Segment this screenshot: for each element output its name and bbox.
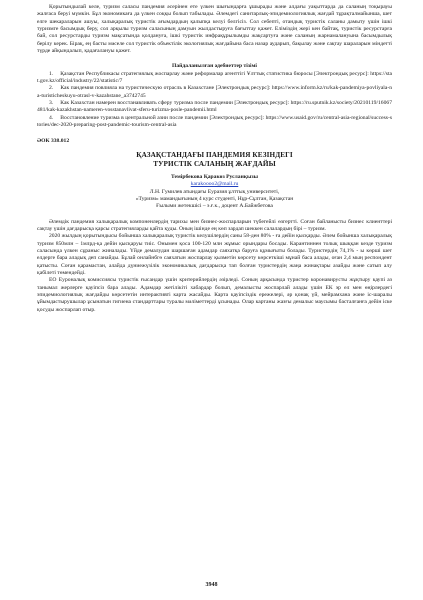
references-heading: Пайдаланылған әдебиеттер тізімі [172,63,257,70]
reference-item: 1. Қазақстан Республикасы стратегиялық жоспарлау және реформалар агенттігі Ұлттық статистика бюросы [Электрондық ресурс]: https://stat.gov.kz/official/industry/22/statistic/7 [37,70,392,85]
body-paragraph: Әлемдік пандемия халықаралық компоненлердің тарихы мен бизнес-жоспарларын түбегейлі өзгертті. Соған байланысты бизнес клиенттері сақтау үшін дағдарысқа қарсы стратегияларды қайта қуды. Оның ішінде ең көп зардап шеккен салалардың бірі – туризм. [37,218,392,232]
reference-item: 4. Восстановление туризма в центральной азии после пандемии [Электрондық ресурс]: https://www.usaid.gov/ru/central-asia-regional/success-stories/dec-2020-preparing-post-pandemic-tourism-central-asia [37,114,392,129]
affiliation-line: «Туризм» мамандығының 4 курс студенті, Нұр-Сұлтан, Қазақстан [135,195,294,202]
body-paragraph: ЕО Еуроналық комиссиясы туристік ғысандар үшін критерийлердің әзірледі. Соның арқасында туристер коронавирусты жұқтыру қаупі аз танымал жерлерге қауіпсіз бара алады. Адамдар жетілікіті хабардар болып, демалысты жоспарлай алады үшін ЕК эр ел мен өңірлердегі эпидемиологиялық жағдайды көрсететін интерактивті карта жасайды. Карта қауіпсіздік ережелері, әр қонақ үй, мейрамханa және іс-шаралы ұйымдастырушылар ұсынатын гигиена стандарттары туралы мәліметтерді ұсынады. Олар картаны жазғы демалыс маусымы басталғанға дейін іске қосуды жоспарлап отыр. [37,277,392,313]
affiliation-line: Л.Н. Гумилев атындағы Еуразия ұлттық университеті, [149,188,280,195]
page-number: 3948 [205,582,218,588]
references-list [37,71,392,130]
author-affiliation [37,189,392,211]
document-page [37,4,392,314]
body-paragraph: 2020 жылдың қорытындысы бойынша халықаралық туристік келушілердің саны 58-ден 80% - ға дейін қысқарды. Әлем бойынша халықаралық туризм 850млн – 1млрд-қа дейін қысқаруы тиіс. Онымен қоса 100-120 млн жұмыс орындары босады. Карантиннен толық шыққан кезде туризм саласында үлкен сұраныс жиналады. Үйде демалудан шаршаған адамдар саяхатқа баруға құмығыты болады. Туристердің 74,1% - ы көрші шет елдерге бара аладық деп санайды. Бұлай онлайнбгө саяхатын жоспарлау қызметін көрсету көрсеткіші мұнай баса алады, оған 2,4 мың респондент қатысты. Соған қарамастан, алайда дүниежүзілік экономикалық дағдарысқа тап болған туристердің жаңа жинақтары азайды және сатып алу қабілеті төмендейді. [37,233,392,276]
udk-code: ӘОК 338.012 [37,137,70,144]
affiliation-line: Ғылыми жетекшісі – э.ғ.к., доцент А.Байжбетова [156,203,273,210]
article-title-line: ҚАЗАҚСТАНДАҒЫ ПАНДЕМИЯ КЕЗІНДЕГІ [136,150,293,159]
reference-item: 3. Как Казахстан намерен восстанавливать сферу туризма после пандемии [Электрондық ресурс]: https://ru.sputnik.kz/society/20210119/16067481/kak-kazakhstan-nameren-vosstanavlivat-sferu-turizma-posle-pandemii.html [37,100,392,114]
intro-paragraph: Қорытындылай келе, туризм саласы пандемия әсерінен ете үлкен шығындарға ұшырады және алдағы уақыттарда да саланың тоқырауы жалғаса беруі мүмкін. Бұл экономикаға да үлкен соққы болып табылады. Әлемдегі санитарлық-эпидемиологиялық жағдай тұрақталмайынша, шет елге шекараларын ашуы, халықаралық туристік ағымдардың қалыпқа келуі белгісіз. Сол себепті, отандық туристік саланы дамыту үшін ішкі туризмге басымдық беру, сол арқылы туризм саласының дамуын жылдастыруға бағыттау қажет. Еліміздің жері кен байтақ, туристік ресурстарға бай, сол ресурстарды туризм мақсатында қолдануға, ішкі туристік инфрақұрылымды жақсартуға және саланың жарнамалануына басымдылық берілу керек. Бірақ, ең басты мәселе сол туристік объектілік экологиялық жағдайына баса назар аударып, бақылау және сақтау шараларын міндетті түрде айқындалып, қадағалануы қажет. [37,4,392,55]
article-body [37,219,392,314]
reference-item: 2. Как пандемия повлияла на туристическую отрасль в Казахстане [Электрондық ресурс]: https://www.inform.kz/ru/kak-pandemiya-povliyala-na-turisticheskuyu-otrasl-v-kazahstane_a3742745 [37,85,392,99]
intro-section [37,4,392,55]
article-title [37,151,392,169]
author-email-link[interactable]: karakoooo2@mail.ru [190,181,239,188]
author-name: Темірбекова Қаракөз Русланқызы [170,173,259,180]
article-title-line: ТУРИСТІК САЛАНЫҢ ЖАҒДАЙЫ [153,159,276,168]
